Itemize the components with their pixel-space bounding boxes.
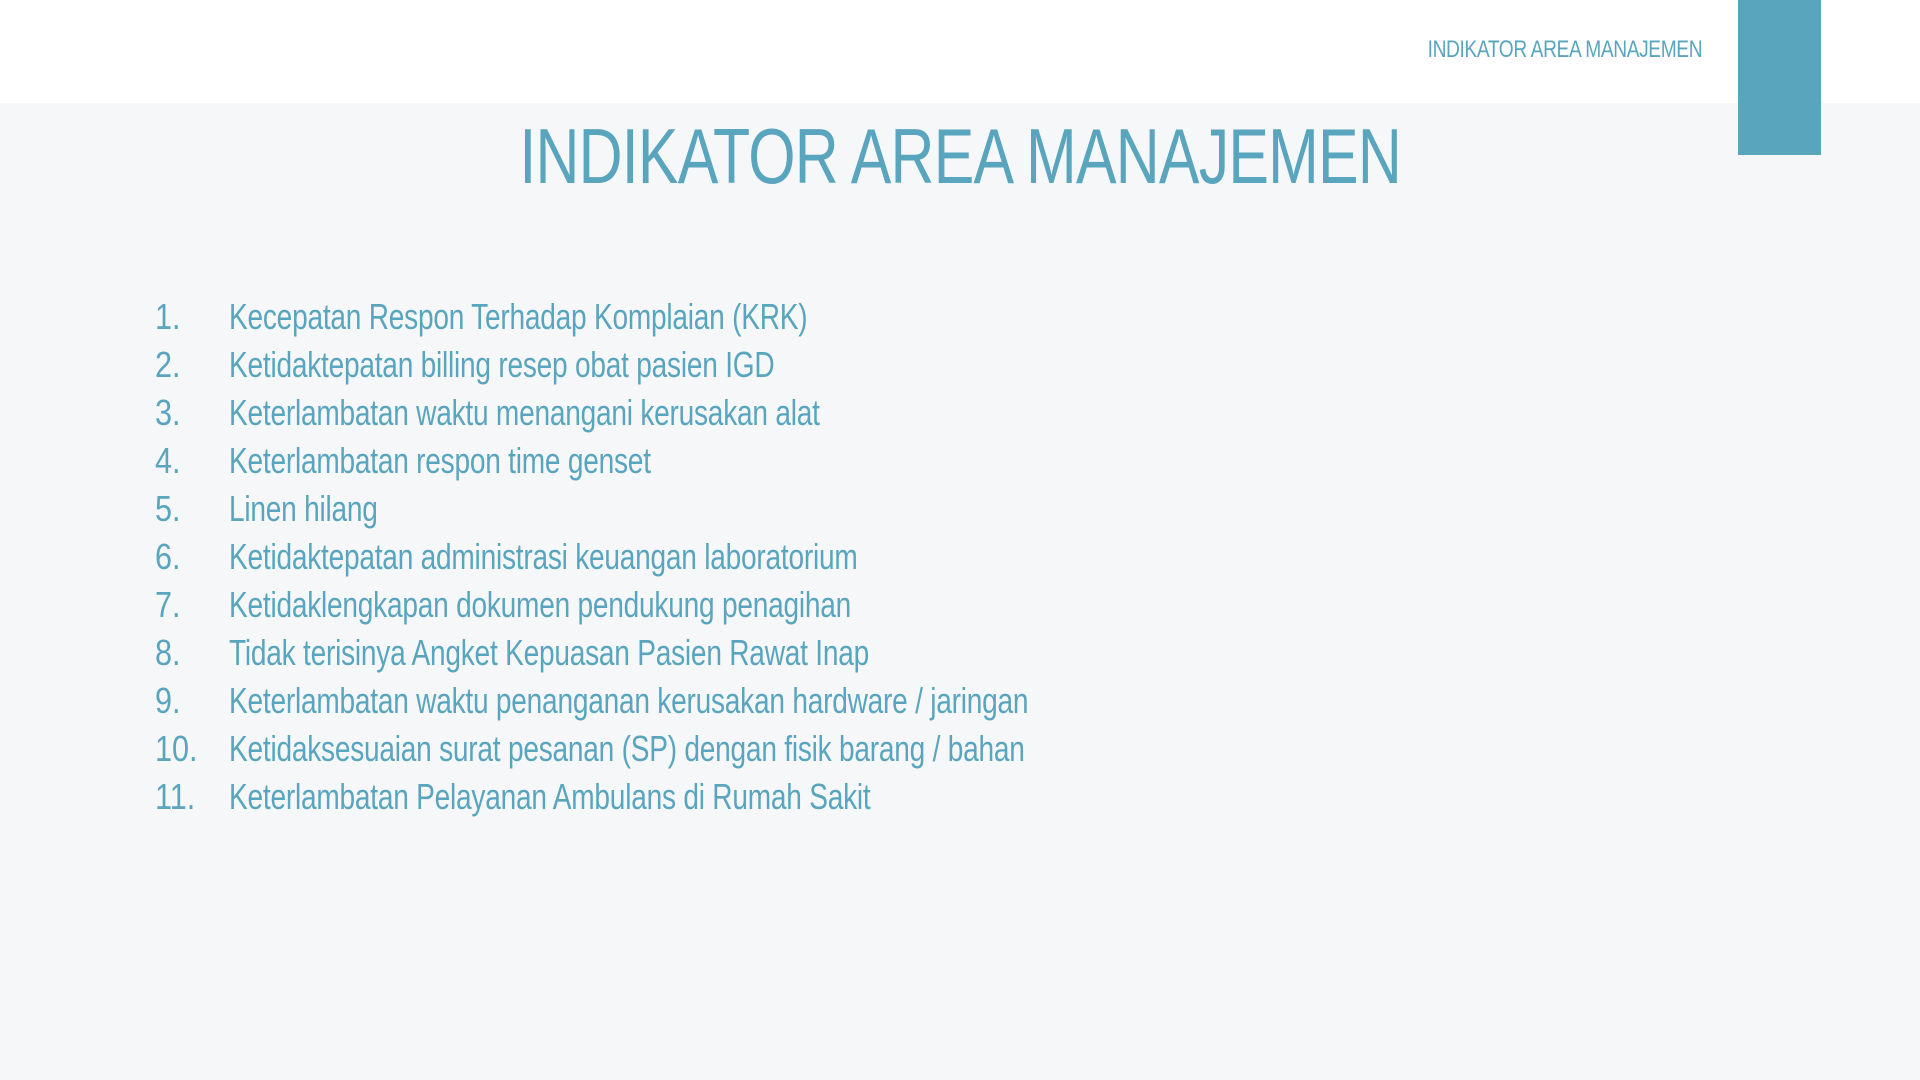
list-item-number: 2. bbox=[155, 344, 181, 385]
list-item-number: 8. bbox=[155, 632, 181, 673]
list-item bbox=[155, 581, 1254, 629]
list-item-text: Ketidaktepatan billing resep obat pasien IGD bbox=[229, 344, 775, 385]
list-item bbox=[155, 773, 1254, 821]
list-item-number: 6. bbox=[155, 536, 181, 577]
list-item-number: 7. bbox=[155, 584, 181, 625]
list-item-text: Keterlambatan waktu menangani kerusakan alat bbox=[229, 392, 820, 433]
list-item-number: 1. bbox=[155, 296, 181, 337]
list-item-text: Keterlambatan waktu penanganan kerusakan hardware / jaringan bbox=[229, 680, 1029, 721]
list-item-text: Keterlambatan respon time genset bbox=[229, 440, 651, 481]
list-item bbox=[155, 725, 1254, 773]
list-item bbox=[155, 629, 1254, 677]
list-item bbox=[155, 389, 1254, 437]
list-item bbox=[155, 677, 1254, 725]
list-item-number: 5. bbox=[155, 488, 181, 529]
list-item bbox=[155, 437, 1254, 485]
list-item-number: 4. bbox=[155, 440, 181, 481]
list-item-text: Linen hilang bbox=[229, 488, 378, 529]
list-item-number: 10. bbox=[155, 728, 198, 769]
list-item-text: Ketidaktepatan administrasi keuangan laboratorium bbox=[229, 536, 858, 577]
slide-title bbox=[0, 108, 1920, 204]
list-item-text: Tidak terisinya Angket Kepuasan Pasien Rawat Inap bbox=[229, 632, 869, 673]
header-label: INDIKATOR AREA MANAJEMEN bbox=[1427, 36, 1702, 63]
list-item bbox=[155, 533, 1254, 581]
list-item-text: Keterlambatan Pelayanan Ambulans di Rumah Sakit bbox=[229, 776, 871, 817]
list-item-number: 11. bbox=[155, 776, 196, 817]
list-item-text: Kecepatan Respon Terhadap Komplaian (KRK) bbox=[229, 296, 808, 337]
list-item-number: 9. bbox=[155, 680, 181, 721]
list-item bbox=[155, 293, 1254, 341]
list-item bbox=[155, 485, 1254, 533]
slide-title-text: INDIKATOR AREA MANAJEMEN bbox=[519, 112, 1401, 200]
list-item bbox=[155, 341, 1254, 389]
indicator-list bbox=[155, 293, 1254, 821]
list-item-number: 3. bbox=[155, 392, 181, 433]
list-item-text: Ketidaklengkapan dokumen pendukung penagihan bbox=[229, 584, 852, 625]
list-item-text: Ketidaksesuaian surat pesanan (SP) dengan fisik barang / bahan bbox=[229, 728, 1025, 769]
